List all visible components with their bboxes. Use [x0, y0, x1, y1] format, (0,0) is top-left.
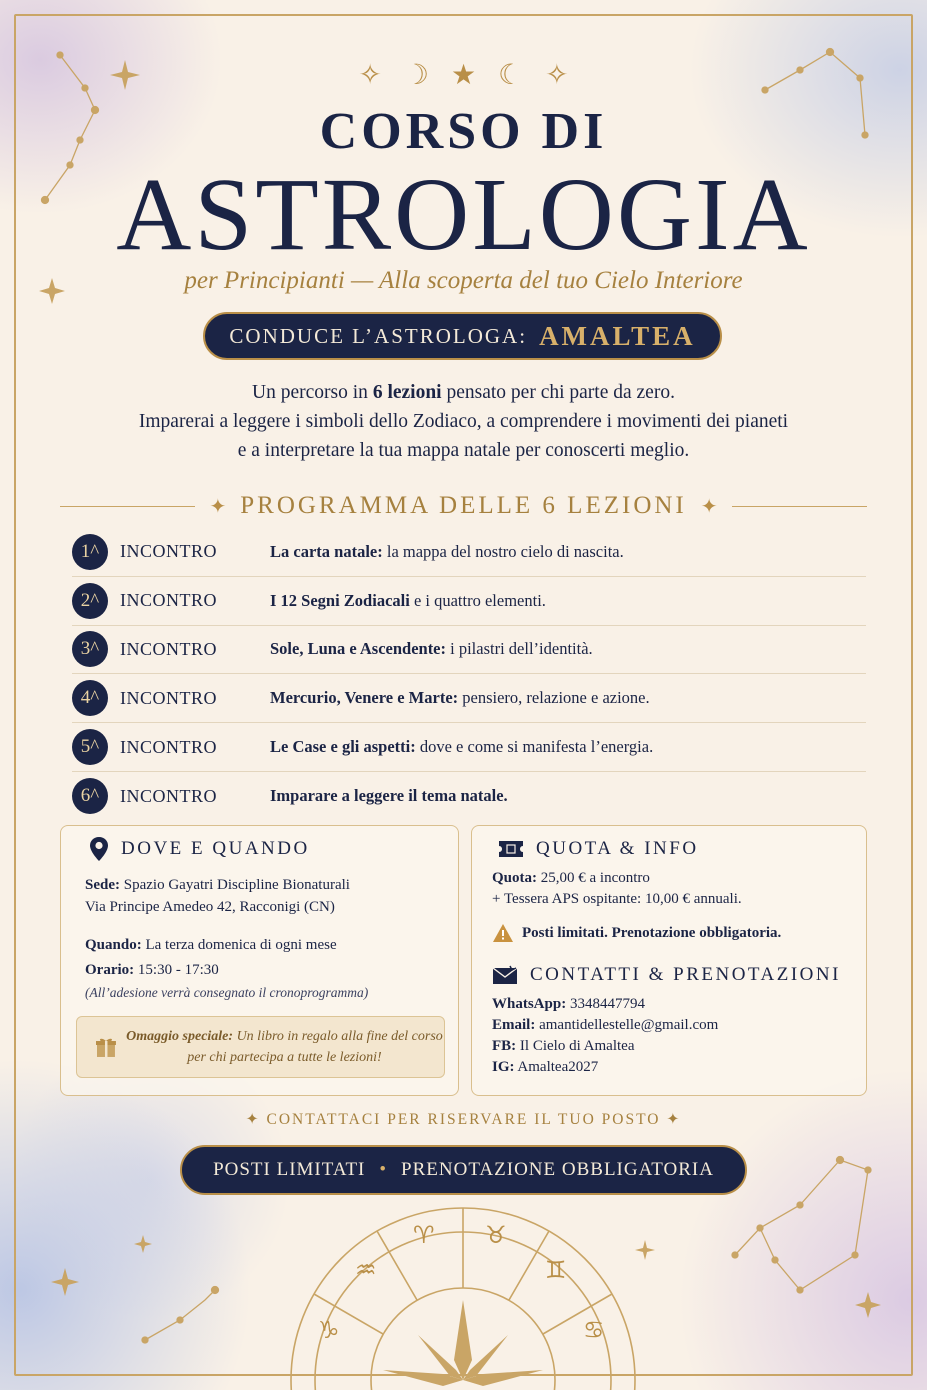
lesson-row — [72, 772, 866, 821]
gift-text — [125, 1026, 444, 1068]
quota-title: QUOTA & INFO — [536, 838, 699, 859]
map-pin-icon — [89, 836, 109, 862]
facebook-label: FB: — [492, 1038, 517, 1054]
intro-text — [0, 378, 927, 465]
zodiac-glyph-aries: ♈ — [413, 1221, 435, 1249]
lesson-detail: dove e come si manifesta l’energia. — [415, 737, 654, 757]
contacts-list — [492, 994, 718, 1078]
crescent-moon-icon: ☾ — [498, 58, 546, 91]
gift-callout — [76, 1016, 445, 1078]
lesson-label: INCONTRO — [120, 687, 217, 708]
quota-label: Quota: — [492, 870, 537, 886]
warning-line — [492, 922, 781, 944]
zodiac-glyph-taurus: ♉ — [485, 1221, 507, 1249]
lesson-topic: Le Case e gli aspetti: — [270, 737, 416, 757]
quota-info-box — [471, 825, 867, 1096]
teacher-name: AMALTEA — [539, 320, 696, 351]
zodiac-glyph-capricorn: ♑ — [318, 1316, 340, 1344]
zodiac-glyph-gemini: ♊ — [545, 1256, 567, 1284]
lesson-number-badge: 3^ — [72, 631, 108, 667]
lesson-detail: la mappa del nostro cielo di nascita. — [382, 541, 624, 561]
whatsapp-label: WhatsApp: — [492, 996, 567, 1012]
cta-separator: • — [379, 1159, 388, 1180]
sparkle-icon: ✧ — [545, 58, 591, 91]
crescent-moon-icon: ☽ — [403, 58, 451, 91]
when-label: Quando: — [85, 937, 142, 953]
schedule-info — [85, 933, 368, 1003]
where-when-box — [60, 825, 459, 1096]
facebook-value[interactable]: Il Cielo di Amaltea — [516, 1038, 635, 1054]
star-icon: ★ — [450, 58, 499, 91]
lesson-label: INCONTRO — [120, 638, 217, 659]
title-line-1: CORSO DI — [319, 103, 608, 160]
where-when-header — [89, 836, 310, 862]
teacher-lead: CONDUCE L’ASTROLOGA: — [229, 323, 528, 348]
intro-line2: Imparerai a leggere i simboli dello Zodiaco, a comprendere i movimenti dei pianeti — [138, 411, 789, 432]
contacts-header — [492, 964, 841, 986]
venue-value: Spazio Gayatri Discipline Bionaturali — [120, 877, 350, 893]
instagram-value[interactable]: Amaltea2027 — [514, 1059, 599, 1075]
program-title: PROGRAMMA DELLE 6 LEZIONI — [240, 492, 687, 519]
lesson-description — [270, 542, 624, 562]
zodiac-glyph-aquarius: ♒ — [355, 1256, 377, 1284]
where-when-title: DOVE E QUANDO — [121, 838, 310, 859]
lesson-topic: I 12 Segni Zodiacali — [270, 590, 410, 610]
zodiac-glyph-cancer: ♋ — [583, 1316, 605, 1344]
lesson-row — [72, 723, 866, 772]
lesson-label: INCONTRO — [120, 590, 217, 611]
title-line-2: ASTROLOGIA — [116, 157, 811, 272]
lesson-row — [72, 577, 866, 626]
lesson-row — [72, 626, 866, 675]
intro-line1-post: pensato per chi parte da zero. — [441, 382, 675, 403]
lesson-detail: i pilastri dell’identità. — [446, 639, 593, 659]
schedule-note: (All’adesione verrà consegnato il cronoprogramma) — [85, 985, 369, 1000]
lesson-number-badge: 5^ — [72, 729, 108, 765]
cta-tagline: ✦ CONTATTACI PER RISERVARE IL TUO POSTO ✦ — [245, 1111, 682, 1128]
envelope-icon — [492, 965, 518, 985]
divider — [60, 506, 195, 507]
gift-line-2: per chi partecipa a tutte le lezioni! — [187, 1050, 382, 1065]
lesson-number-badge: 4^ — [72, 680, 108, 716]
lesson-number-badge: 6^ — [72, 778, 108, 814]
teacher-banner — [203, 312, 722, 360]
quota-header — [498, 838, 699, 860]
lesson-label: INCONTRO — [120, 785, 217, 806]
membership-fee: + Tessera APS ospitante: 10,00 € annuali. — [492, 891, 742, 907]
venue-info — [85, 874, 350, 918]
intro-line3: e a interpretare la tua mappa natale per conoscerti meglio. — [237, 440, 690, 461]
lesson-row — [72, 528, 866, 577]
lesson-topic: Imparare a leggere il tema natale. — [270, 786, 508, 806]
lesson-detail: pensiero, relazione e azione. — [458, 688, 650, 708]
gift-label: Omaggio speciale: — [126, 1029, 234, 1044]
gift-icon — [95, 1036, 117, 1058]
cta-left-text: POSTI LIMITATI — [213, 1159, 366, 1180]
intro-line1-bold: 6 lezioni — [372, 382, 442, 403]
warning-text: Posti limitati. Prenotazione obbligatoria. — [522, 925, 782, 941]
sparkle-icon: ✦ — [700, 494, 718, 518]
lesson-description — [270, 786, 508, 806]
lesson-label: INCONTRO — [120, 541, 217, 562]
whatsapp-value[interactable]: 3348447794 — [566, 996, 645, 1012]
lesson-number-badge: 2^ — [72, 583, 108, 619]
lesson-row — [72, 674, 866, 723]
contacts-title: CONTATTI & PRENOTAZIONI — [530, 964, 841, 985]
program-heading — [60, 490, 867, 522]
venue-address: Via Principe Amedeo 42, Racconigi (CN) — [85, 899, 335, 915]
lesson-description — [270, 688, 650, 708]
lesson-detail: e i quattro elementi. — [409, 590, 546, 610]
divider — [732, 506, 867, 507]
instagram-label: IG: — [492, 1059, 515, 1075]
top-moon-star-symbols — [0, 58, 927, 94]
time-value: 15:30 - 17:30 — [134, 962, 219, 978]
cta-right-text: PRENOTAZIONE OBBLIGATORIA — [401, 1159, 714, 1180]
email-value[interactable]: amantidellestelle@gmail.com — [535, 1017, 719, 1033]
lesson-label: INCONTRO — [120, 736, 217, 757]
cta-banner — [180, 1145, 747, 1195]
ticket-icon — [498, 840, 524, 858]
lesson-topic: La carta natale: — [270, 541, 383, 561]
lesson-topic: Mercurio, Venere e Marte: — [270, 688, 459, 708]
when-value: La terza domenica di ogni mese — [141, 937, 337, 953]
lesson-description — [270, 591, 546, 611]
quota-value: 25,00 € a incontro — [537, 870, 650, 886]
lesson-number-badge: 1^ — [72, 534, 108, 570]
sparkle-icon: ✦ — [209, 494, 227, 518]
quota-details — [492, 868, 742, 910]
lesson-description — [270, 737, 653, 757]
time-label: Orario: — [85, 962, 135, 978]
lesson-list — [72, 528, 866, 821]
venue-label: Sede: — [85, 877, 120, 893]
gift-line-1: Un libro in regalo alla fine del corso — [233, 1029, 443, 1044]
sparkle-icon: ✧ — [358, 58, 404, 91]
email-label: Email: — [492, 1017, 536, 1033]
subtitle: per Principianti — Alla scoperta del tuo Cielo Interiore — [184, 267, 743, 294]
intro-line1-pre: Un percorso in — [252, 382, 373, 403]
lesson-description — [270, 639, 593, 659]
warning-icon — [492, 923, 514, 943]
lesson-topic: Sole, Luna e Ascendente: — [270, 639, 447, 659]
